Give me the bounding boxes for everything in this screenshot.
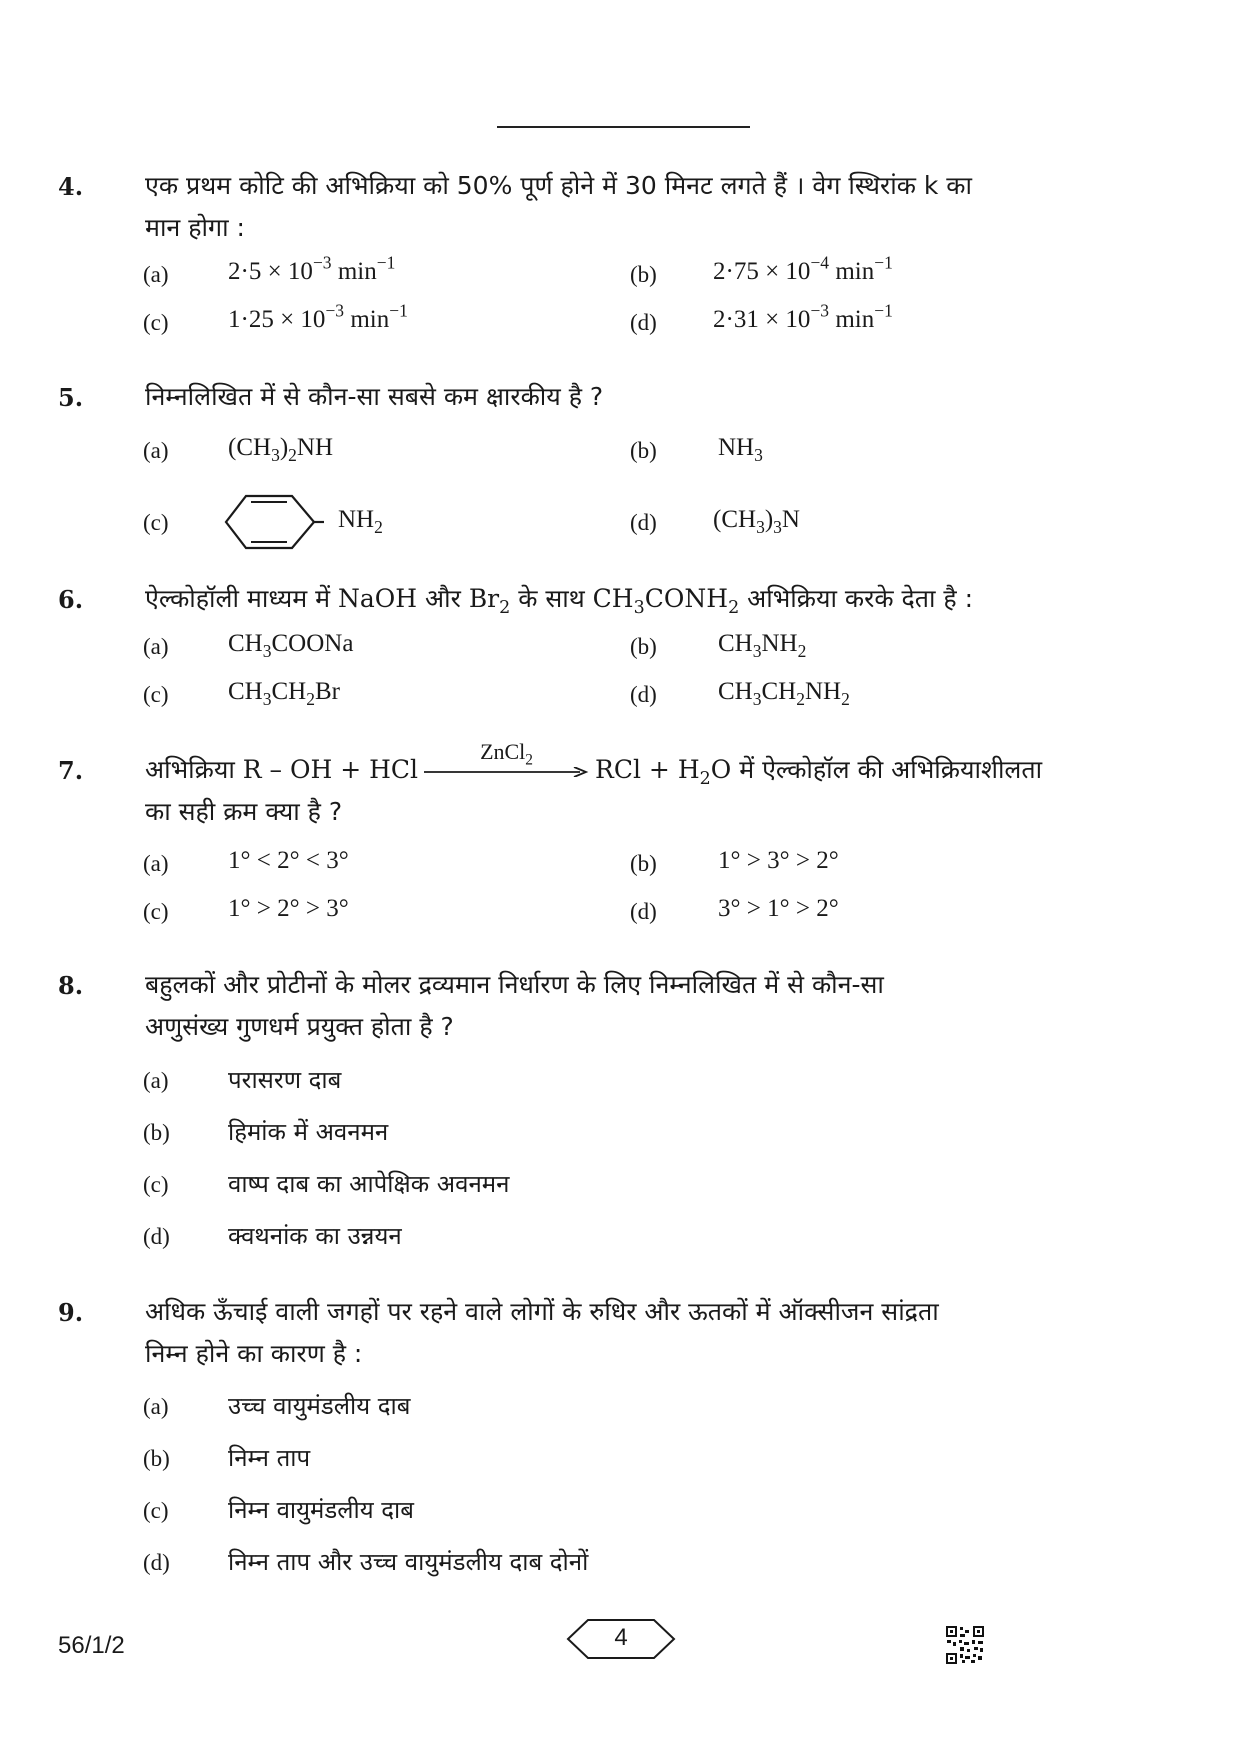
option-label[interactable]: (b)	[143, 1446, 170, 1471]
option-label[interactable]: (a)	[143, 1394, 169, 1419]
option-d[interactable]: $CH_3CH_2NH_2$	[718, 678, 850, 710]
reaction-arrow: ZnCl$_2$	[424, 761, 589, 781]
option-label[interactable]: (a)	[143, 851, 169, 876]
option-label[interactable]: (d)	[143, 1550, 170, 1575]
option-b[interactable]: 1° > 3° > 2°	[718, 847, 839, 874]
option-b[interactable]: $CH_3NH_2$	[718, 630, 807, 662]
option-d[interactable]: क्वथनांक का उन्नयन	[228, 1222, 402, 1250]
option-a[interactable]: उच्च वायुमंडलीय दाब	[228, 1392, 411, 1420]
option-b[interactable]: हिमांक में अवनमन	[228, 1118, 389, 1146]
option-label[interactable]: (b)	[630, 438, 657, 463]
top-rule	[497, 126, 750, 128]
option-a[interactable]: परासरण दाब	[228, 1066, 342, 1094]
option-d[interactable]: $2\cdot 31 \times 10^{-3}$ $\min^{-1}$	[713, 300, 893, 333]
question-text: अभिक्रिया R – OH + HCl ZnCl$_2$ RCl + $H_2O$ में ऐल्कोहॉल की अभिक्रियाशीलता का सही क्रम क्या है ?	[145, 739, 1043, 826]
question-number: 4.	[58, 172, 84, 201]
option-label[interactable]: (c)	[143, 1172, 169, 1197]
question-number: 6.	[58, 585, 84, 614]
benzene-ring-icon	[224, 490, 324, 554]
page-number-badge	[566, 1618, 676, 1660]
option-c[interactable]: $1\cdot 25 \times 10^{-3}$ $\min^{-1}$	[228, 300, 408, 333]
option-label[interactable]: (c)	[143, 1498, 169, 1523]
option-label[interactable]: (a)	[143, 262, 169, 287]
question-number: 9.	[58, 1298, 84, 1327]
option-b[interactable]: $NH_3$	[718, 434, 763, 466]
question-number: 8.	[58, 971, 84, 1000]
option-label[interactable]: (b)	[630, 262, 657, 287]
question-text: बहुलकों और प्रोटीनों के मोलर द्रव्यमान निर्धारण के लिए निम्नलिखित में से कौन-सा अणुसंख्य गुणधर्म प्रयुक्त होता है ?	[145, 970, 884, 1041]
option-label[interactable]: (d)	[630, 899, 657, 924]
option-label[interactable]: (b)	[630, 851, 657, 876]
option-label[interactable]: (d)	[630, 682, 657, 707]
question-text: एक प्रथम कोटि की अभिक्रिया को 50% पूर्ण होने में 30 मिनट लगते हैं । वेग स्थिरांक k का मान होगा :	[145, 171, 972, 242]
option-a[interactable]: $2\cdot 5 \times 10^{-3}$ $\min^{-1}$	[228, 252, 396, 285]
option-d[interactable]: 3° > 1° > 2°	[718, 895, 839, 922]
page-number: 4	[614, 1624, 628, 1651]
option-label[interactable]: (d)	[630, 510, 657, 535]
question-text: ऐल्कोहॉली माध्यम में NaOH और $Br_2$ के साथ $CH_3CONH_2$ अभिक्रिया करके देता है :	[145, 584, 974, 619]
option-c[interactable]: निम्न वायुमंडलीय दाब	[228, 1496, 414, 1524]
option-c[interactable]: $NH_2$	[224, 490, 424, 554]
option-a[interactable]: 1° < 2° < 3°	[228, 847, 349, 874]
option-label[interactable]: (c)	[143, 682, 169, 707]
option-label[interactable]: (c)	[143, 310, 169, 335]
option-label[interactable]: (a)	[143, 634, 169, 659]
option-d[interactable]: $(CH_3)_3N$	[713, 506, 800, 538]
question-number: 5.	[58, 383, 84, 412]
option-label[interactable]: (b)	[143, 1120, 170, 1145]
question-text: अधिक ऊँचाई वाली जगहों पर रहने वाले लोगों के रुधिर और ऊतकों में ऑक्सीजन सांद्रता निम्न होने का कारण है :	[145, 1297, 939, 1368]
option-label[interactable]: (c)	[143, 510, 169, 535]
paper-code: 56/1/2	[58, 1632, 125, 1659]
option-c[interactable]: वाष्प दाब का आपेक्षिक अवनमन	[228, 1170, 510, 1198]
option-label[interactable]: (d)	[143, 1224, 170, 1249]
option-label[interactable]: (a)	[143, 438, 169, 463]
option-label[interactable]: (d)	[630, 310, 657, 335]
option-a[interactable]: $(CH_3)_2NH$	[228, 434, 333, 466]
arrow-icon	[424, 767, 589, 777]
option-c[interactable]: $CH_3CH_2Br$	[228, 678, 340, 710]
qr-code-icon	[945, 1625, 985, 1665]
option-b[interactable]: निम्न ताप	[228, 1444, 311, 1472]
option-label[interactable]: (b)	[630, 634, 657, 659]
option-a[interactable]: $CH_3COONa$	[228, 630, 354, 662]
option-b[interactable]: $2\cdot 75 \times 10^{-4}$ $\min^{-1}$	[713, 252, 893, 285]
option-label[interactable]: (a)	[143, 1068, 169, 1093]
option-label[interactable]: (c)	[143, 899, 169, 924]
option-c[interactable]: 1° > 2° > 3°	[228, 895, 349, 922]
question-number: 7.	[58, 756, 84, 785]
option-d[interactable]: निम्न ताप और उच्च वायुमंडलीय दाब दोनों	[228, 1548, 589, 1576]
question-text: निम्नलिखित में से कौन-सा सबसे कम क्षारकीय है ?	[145, 382, 604, 411]
